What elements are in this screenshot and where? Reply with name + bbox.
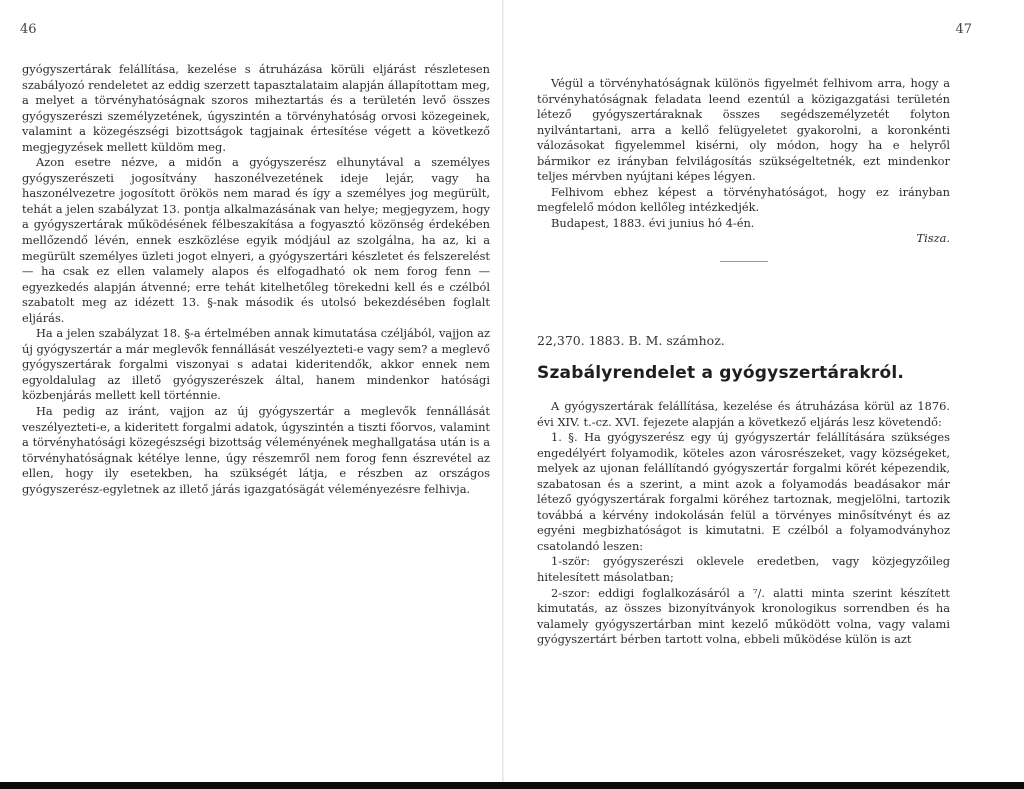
page-number-right: 47: [955, 22, 972, 37]
left-page-text: [22, 62, 490, 497]
signature: Tisza.: [916, 231, 950, 246]
paragraph: Azon esetre nézve, a midőn a gyógyszerész elhunytával a személyes gyógyszerészeti jogosítvány haszonélvezetének ideje lejár, vagy ha haszonélvezetre jogosított örökös nem marad és így a személyes jog megürült, tehát a jelen szabályzat 13. pontja alkalmazásának van helye; megjegyzem, hogy a gyógyszertárak működésének félbeszakítása a fogyasztó közönség érdekében mellőzendő lévén, ennek eszközlése egyik módjául az szolgálna, ha az, ki a megürült személyes üzleti jogot elnyeri, a gyógyszertári készletet és felszerelést — ha csak ez ellen valamely alapos és elfogadható ok nem forog fenn — egyezkedés alapján átvenné; erre tehát kitelhetőleg törekedni kell és e czélból szabatolt meg az idézett 13. §-nak második és utolsó bekezdésében foglalt eljárás.: [22, 155, 490, 325]
paragraph: Végül a törvényhatóságnak különös figyelmét felhivom arra, hogy a törvényhatóságnak feladata leend ezentúl a közigazgatási területén létező gyógyszertáraknak összes segédszemélyzetét folyton nyilvántartani, arra a kellő felügyeletet gyakorolni, a koronkénti válozásokat figyelemmel kisérni, oly módon, hogy ha e helyről bármikor ez irányban felvilágosítás szükségeltetnék, ezt mindenkor teljes mérvben nyújtani képes légyen.: [537, 76, 950, 184]
scan-edge: [0, 782, 1024, 789]
page-gutter: [502, 0, 504, 789]
paragraph: 2-szor: eddigi foglalkozásáról a ⁷/. alatti minta szerint készített kimutatás, az összes bizonyítványok kronologikus sorrendben és ha valamely gyógyszertárban mint kezelő működött volna, vagy valami gyógyszertárt bérben tartott volna, ebbeli működése külön is azt: [537, 585, 950, 647]
page-number-left: 46: [20, 22, 37, 37]
right-page-text-bottom: [537, 399, 950, 648]
date-line: Budapest, 1883. évi junius hó 4-én.: [551, 215, 755, 230]
paragraph: 1-ször: gyógyszerészi oklevele eredetben, vagy közjegyzőileg hitelesített másolatban;: [537, 554, 950, 585]
paragraph: Ha pedig az iránt, vajjon az új gyógyszertár a meglevők fennállását veszélyezteti-e, a kideritett forgalmi adatok, úgyszintén a tiszti főorvos, valamint a törvényhatósági közegészségi bizottság véleményének meghallgatása után is a törvényhatóságnak kétélye lenne, úgy részemről nem forog fenn észrevétel az ellen, hogy ily esetekben, ha szükségét látja, e részben az országos gyógyszerész-egyletnek az illető járás igazgatósägát véleményezésre felhivja.: [22, 404, 490, 496]
paragraph: gyógyszertárak felállítása, kezelése s átruházása körüli eljárást részletesen szabályozó rendeletet az eddig szerzett tapasztalataim alapján állapítottam meg, a melyet a törvényhatóságnak szoros miheztartás és a területén levő összes gyógyszerészi személyzetének, úgyszintén a törvényhatóság orvosi közegeinek, valamint a közegészségi bizottságok tagjainak értesítése végett a következő megjegyzések mellett küldöm meg.: [22, 62, 490, 154]
divider: [720, 261, 768, 262]
reference-line: 22,370. 1883. B. M. számhoz.: [537, 333, 725, 348]
paragraph: Felhivom ebhez képest a törvényhatóságot, hogy ez irányban megfelelő módon kellőleg intézkedjék.: [537, 184, 950, 215]
paragraph: Ha a jelen szabályzat 18. §-a értelmében annak kimutatása czéljából, vajjon az új gyógyszertár a már meglevők fennállását veszélyezteti-e vagy sem? a meglevő gyógyszertárak forgalmi viszonyai s adatai kideritendők, akkor ennek nem egyoldalulag az illető gyógyszerészek által, hanem mindenkor hatósági közbenjárás mellett kell történnie.: [22, 326, 490, 403]
paragraph: A gyógyszertárak felállítása, kezelése és átruházása körül az 1876. évi XIV. t.-cz. XVI. fejezete alapján a következő eljárás lesz követendő:: [537, 399, 950, 429]
paragraph: 1. §. Ha gyógyszerész egy új gyógyszertár felállítására szükséges engedélyért folyamodik, köteles azon városrészeket, vagy községeket, melyek az ujonan felállítandó gyógyszertár forgalmi körét képezendik, szabatosan és a szerint, a mint azok a folyamodás beadásakor már létező gyógyszertárak forgalmi köréhez tartoznak, megjelölni, tartozik továbbá a kérvény indokolásán felül a törvényes minősítvényt és az egyéni megbizhatóságot is kimutatni. E czélból a folyamodványhoz csatolandó leszen:: [537, 430, 950, 553]
right-page-text-top: [537, 76, 950, 262]
section-title: Szabályrendelet a gyógyszertárakról.: [537, 363, 905, 383]
